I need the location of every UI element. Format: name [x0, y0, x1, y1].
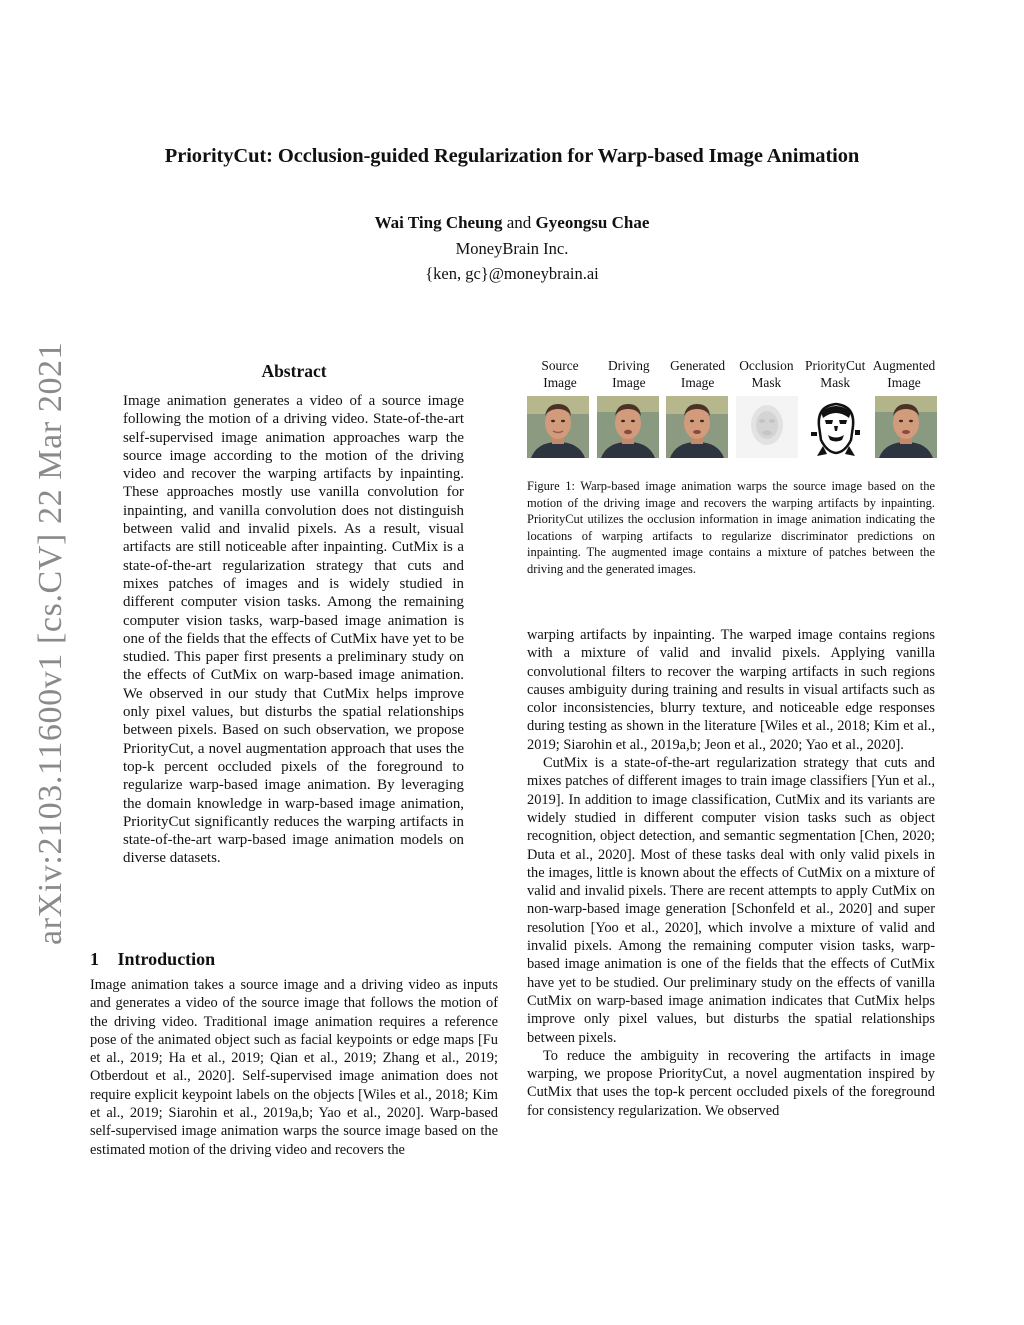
fig-label-source: Source Image: [541, 358, 579, 390]
author-joiner: and: [506, 213, 532, 232]
author-2: Gyeongsu Chae: [535, 213, 650, 232]
fig-label-generated: Generated Image: [670, 358, 726, 390]
author-line: [0, 213, 1024, 233]
fig-label-augmented: Augmented Image: [872, 358, 936, 390]
intro-left-column: [90, 976, 498, 1159]
author-1: Wai Ting Cheung: [374, 213, 503, 232]
intro-paragraph-1: Image animation takes a source image and a driving video as inputs and generates a video of the source image that follows the motion of the driving video. Traditional image animation requires a reference pose of the animated object such as facial keypoints or edge maps [Fu et al., 2019; Ha et al., 2019; Qian et al., 2019; Zhang et al., 2019; Otberdout et al., 2020]. Self-supervised image animation does not require explicit keypoint labels on the objects [Wiles et al., 2018; Kim et al., 2019; Siarohin et al., 2019a,b; Yao et al., 2020]. Warp-based self-supervised image animation warps the source image based on the estimated motion of the driving video and recovers the: [90, 977, 498, 1158]
figure-caption: Figure 1: Warp-based image animation warps the source image based on the motion of the driving image and recovers the warping artifacts by inpainting. PriorityCut utilizes the occlusion information in image animation indicating the locations of warping artifacts to regularize discriminator predictions on inpainting. The augmented image contains a mixture of patches between the driving and the generated images.: [527, 479, 935, 576]
section-heading-introduction: [90, 949, 215, 970]
paper-title: PriorityCut: Occlusion-guided Regularization for Warp-based Image Animation: [164, 145, 860, 167]
arxiv-stamp: arXiv:2103.11600v1 [cs.CV] 22 Mar 2021: [32, 341, 69, 945]
generated-image: [666, 396, 728, 458]
intro-paragraph-4: To reduce the ambiguity in recovering the artifacts in image warping, we propose PriorityCut, a novel augmentation inspired by CutMix that uses the top-k percent occluded pixels of the foreground for consistency regularization. We observed: [527, 1047, 935, 1119]
source-image: [527, 396, 589, 458]
affiliation: MoneyBrain Inc.: [455, 239, 569, 258]
prioritycut-mask-image: [805, 396, 867, 458]
abstract-text: Image animation generates a video of a source image following the motion of a driving video. State-of-the-art self-supervised image animation approaches warp the source image according to the motion of the driving video and recover the warping artifacts by inpainting. These approaches mostly use vanilla convolution for inpainting, and vanilla convolution does not distinguish between valid and invalid pixels. As a result, visual artifacts are still noticeable after inpainting. CutMix is a state-of-the-art regularization strategy that cuts and mixes patches of images and is widely studied in different computer vision tasks. Among the remaining computer vision tasks, warp-based image animation is one of the fields that the effects of CutMix have yet to be studied. This paper first presents a preliminary study on the effects of CutMix on warp-based image animation. We observed in our study that CutMix helps improve only pixel values, but disturbs the spatial relationships between pixels. Based on such observation, we propose PriorityCut, a novel augmentation approach that uses the top-k percent occluded pixels of the foreground to regularize warp-based image animation. By leveraging the domain knowledge in warp-based image animation, PriorityCut significantly reduces the warping artifacts in state-of-the-art warp-based image animation models on diverse datasets.: [123, 393, 464, 867]
driving-image: [597, 396, 659, 458]
intro-right-column: [527, 626, 935, 1120]
intro-paragraph-3: CutMix is a state-of-the-art regularization strategy that cuts and mixes patches of different images to train image classifiers [Yun et al., 2019]. In addition to image classification, CutMix and its variants are widely studied in different computer vision tasks such as object recognition, object detection, and semantic segmentation [Chen, 2020; Duta et al., 2020]. Most of these tasks deal with only valid pixels in the images, little is known about the effects of CutMix on a mixture of valid and invalid pixels. There are recent attempts to apply CutMix on non-warp-based image generation [Schonfeld et al., 2020] and super resolution [Yoo et al., 2020], which involve a mixture of valid and invalid pixels. Among the remaining computer vision tasks, warp-based image animation is one of the fields that the effects of CutMix have yet to be studied. Our preliminary study on the effects of vanilla CutMix on warp-based image animation indicates that CutMix helps improve only pixel values, but disturbs the spatial relationships between pixels.: [527, 755, 935, 1046]
abstract-heading: Abstract: [261, 361, 327, 381]
intro-paragraph-2: warping artifacts by inpainting. The warped image contains regions with a mixture of valid and invalid pixels. Applying vanilla convolutional filters to recover the warping artifacts in such regions causes ambiguity during training and results in visual artifacts such as color inconsistencies, blurry texture, and noticeable edge responses during testing as shown in the literature [Wiles et al., 2018; Kim et al., 2019; Siarohin et al., 2019a,b; Jeon et al., 2020; Yao et al., 2020].: [527, 627, 935, 753]
fig-label-occlusion: Occlusion Mask: [739, 358, 794, 390]
occlusion-mask-image: [736, 396, 798, 458]
section-title: Introduction: [117, 949, 216, 969]
email: {ken, gc}@moneybrain.ai: [425, 264, 599, 283]
figure-images: [527, 396, 937, 458]
figure-labels: [527, 358, 937, 391]
figure-1: [527, 358, 937, 458]
fig-label-prioritycut: PriorityCut Mask: [805, 358, 866, 390]
section-number: 1: [90, 949, 99, 969]
fig-label-driving: Driving Image: [607, 358, 650, 390]
augmented-image: [875, 396, 937, 458]
